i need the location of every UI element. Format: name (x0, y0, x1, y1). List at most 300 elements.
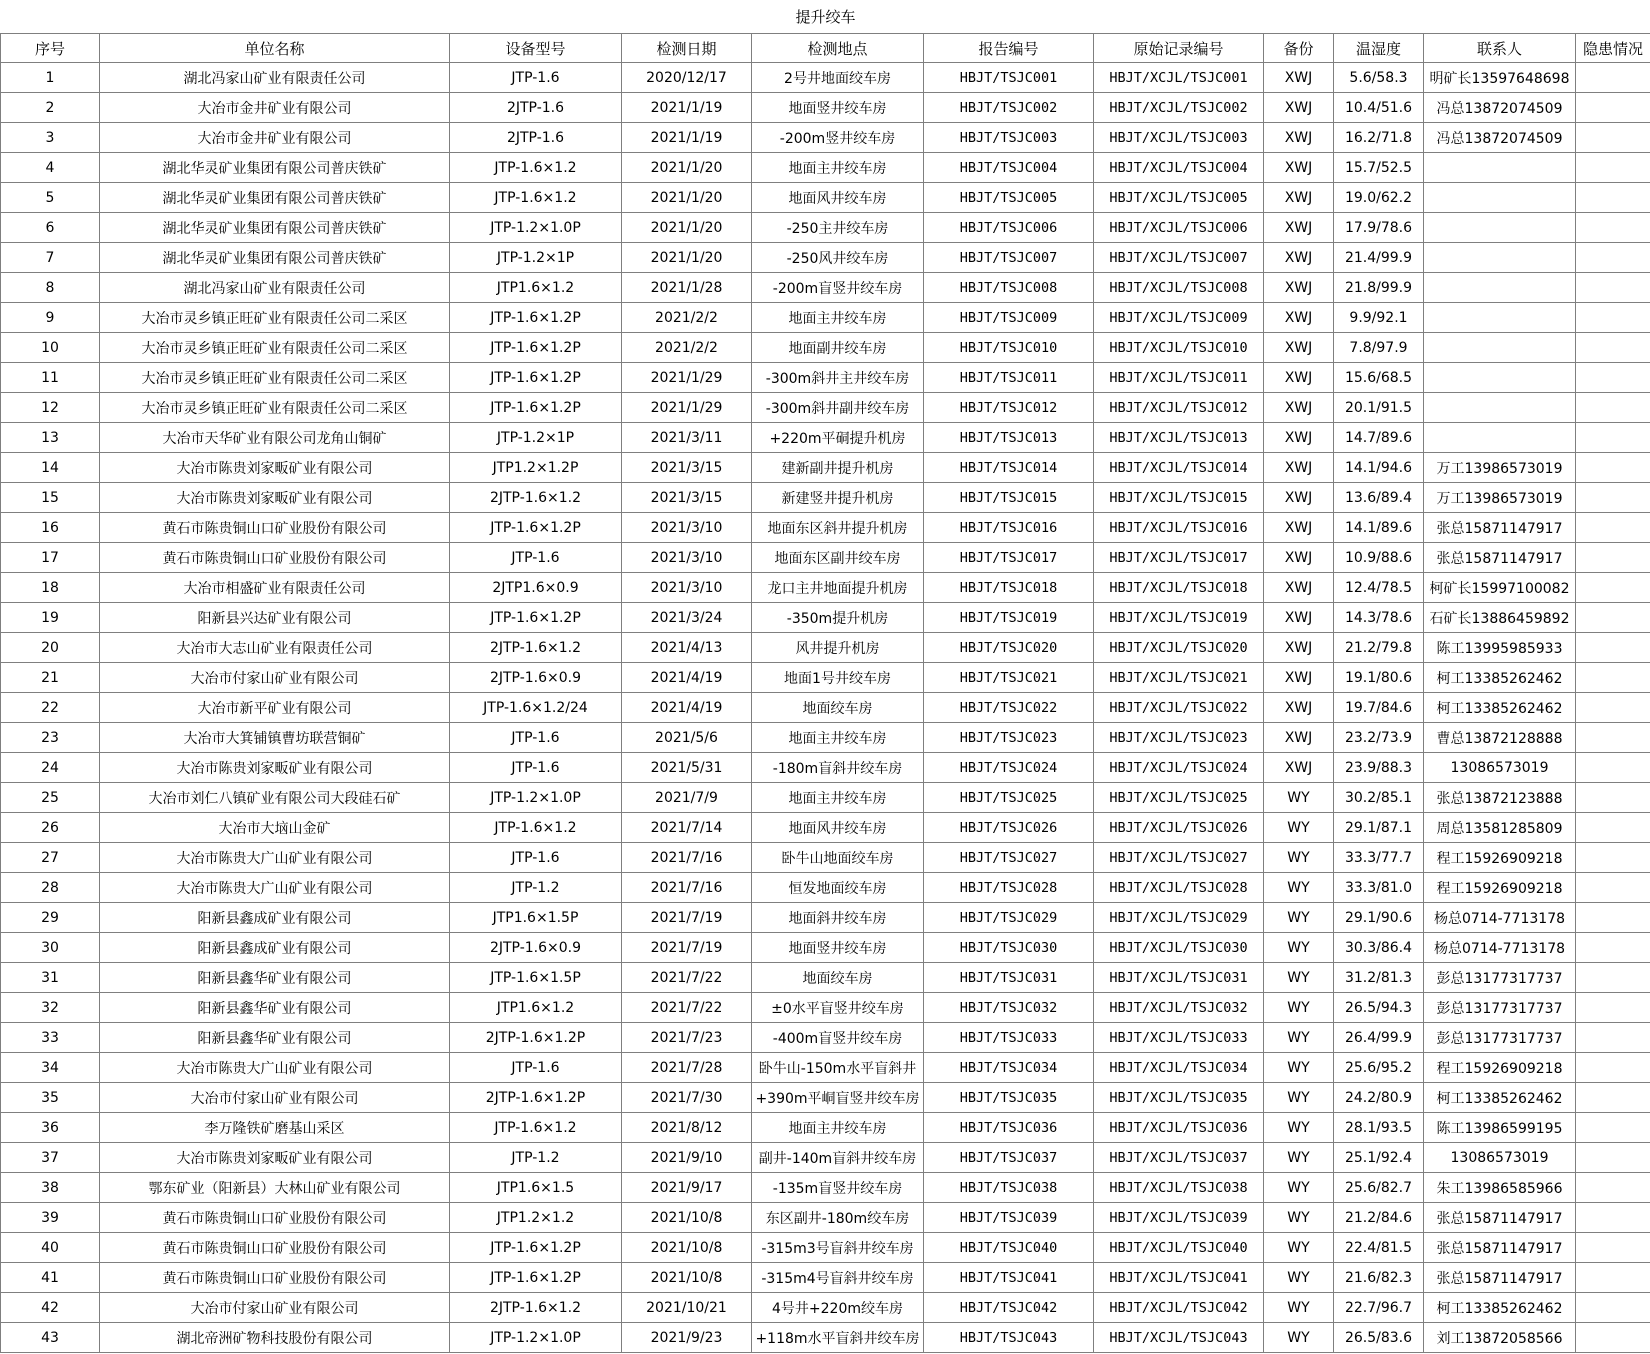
cell-contact: 柯矿长15997100082 (1424, 573, 1576, 603)
cell-equipment-model: JTP-1.6×1.5P (450, 963, 622, 993)
cell-report-number: HBJT/TSJC020 (924, 633, 1094, 663)
cell-contact: 朱工13986585966 (1424, 1173, 1576, 1203)
cell-unit-name: 大冶市大志山矿业有限责任公司 (100, 633, 450, 663)
cell-contact: 彭总13177317737 (1424, 993, 1576, 1023)
cell-inspection-date: 2021/7/22 (622, 993, 752, 1023)
table-row (1, 63, 1650, 93)
cell-seq: 3 (1, 123, 100, 153)
cell-inspection-date: 2021/1/20 (622, 183, 752, 213)
cell-inspection-location: 地面主井绞车房 (752, 723, 924, 753)
cell-backup: XWJ (1264, 303, 1334, 333)
cell-inspection-date: 2021/1/29 (622, 393, 752, 423)
cell-unit-name: 大冶市付家山矿业有限公司 (100, 663, 450, 693)
cell-seq: 6 (1, 213, 100, 243)
cell-report-number: HBJT/TSJC012 (924, 393, 1094, 423)
cell-inspection-date: 2021/7/22 (622, 963, 752, 993)
cell-backup: XWJ (1264, 453, 1334, 483)
column-header-equipment-model: 设备型号 (450, 34, 622, 63)
cell-unit-name: 大冶市陈贵大广山矿业有限公司 (100, 873, 450, 903)
cell-backup: WY (1264, 873, 1334, 903)
cell-inspection-date: 2021/1/20 (622, 213, 752, 243)
cell-inspection-location: 地面主井绞车房 (752, 783, 924, 813)
cell-temp-humidity: 10.4/51.6 (1334, 93, 1424, 123)
cell-temp-humidity: 22.4/81.5 (1334, 1233, 1424, 1263)
cell-seq: 15 (1, 483, 100, 513)
cell-equipment-model: 2JTP-1.6 (450, 123, 622, 153)
cell-contact: 程工15926909218 (1424, 1053, 1576, 1083)
cell-contact: 陈工13986599195 (1424, 1113, 1576, 1143)
cell-temp-humidity: 15.6/68.5 (1334, 363, 1424, 393)
cell-hazard (1576, 213, 1650, 243)
cell-seq: 32 (1, 993, 100, 1023)
cell-inspection-date: 2021/1/19 (622, 123, 752, 153)
table-row (1, 963, 1650, 993)
cell-inspection-location: 2号井地面绞车房 (752, 63, 924, 93)
cell-contact: 万工13986573019 (1424, 483, 1576, 513)
cell-backup: XWJ (1264, 213, 1334, 243)
cell-seq: 42 (1, 1293, 100, 1323)
cell-seq: 34 (1, 1053, 100, 1083)
cell-report-number: HBJT/TSJC033 (924, 1023, 1094, 1053)
cell-equipment-model: JTP1.2×1.2 (450, 1203, 622, 1233)
cell-backup: XWJ (1264, 183, 1334, 213)
cell-equipment-model: JTP-1.2×1P (450, 243, 622, 273)
cell-contact: 陈工13995985933 (1424, 633, 1576, 663)
header-row (1, 34, 1650, 63)
cell-hazard (1576, 333, 1650, 363)
cell-contact (1424, 153, 1576, 183)
cell-backup: XWJ (1264, 333, 1334, 363)
cell-contact: 13086573019 (1424, 1143, 1576, 1173)
cell-backup: WY (1264, 933, 1334, 963)
table-row (1, 273, 1650, 303)
cell-inspection-location: 东区副井-180m绞车房 (752, 1203, 924, 1233)
cell-inspection-location: 地面斜井绞车房 (752, 903, 924, 933)
cell-temp-humidity: 28.1/93.5 (1334, 1113, 1424, 1143)
cell-unit-name: 湖北冯家山矿业有限责任公司 (100, 273, 450, 303)
cell-inspection-date: 2021/1/20 (622, 153, 752, 183)
cell-contact: 杨总0714-7713178 (1424, 933, 1576, 963)
cell-temp-humidity: 33.3/77.7 (1334, 843, 1424, 873)
cell-equipment-model: 2JTP-1.6×1.2P (450, 1083, 622, 1113)
cell-contact (1424, 243, 1576, 273)
cell-hazard (1576, 363, 1650, 393)
cell-backup: WY (1264, 1113, 1334, 1143)
cell-hazard (1576, 843, 1650, 873)
cell-temp-humidity: 7.8/97.9 (1334, 333, 1424, 363)
cell-hazard (1576, 963, 1650, 993)
cell-backup: XWJ (1264, 513, 1334, 543)
cell-unit-name: 湖北华灵矿业集团有限公司普庆铁矿 (100, 153, 450, 183)
cell-inspection-location: 地面主井绞车房 (752, 303, 924, 333)
cell-original-record-number: HBJT/XCJL/TSJC029 (1094, 903, 1264, 933)
cell-original-record-number: HBJT/XCJL/TSJC016 (1094, 513, 1264, 543)
cell-original-record-number: HBJT/XCJL/TSJC043 (1094, 1323, 1264, 1353)
cell-hazard (1576, 123, 1650, 153)
cell-unit-name: 大冶市陈贵大广山矿业有限公司 (100, 1053, 450, 1083)
cell-inspection-location: ±0水平盲竖井绞车房 (752, 993, 924, 1023)
cell-inspection-location: -200m盲竖井绞车房 (752, 273, 924, 303)
cell-unit-name: 阳新县鑫华矿业有限公司 (100, 1023, 450, 1053)
table-row (1, 483, 1650, 513)
cell-equipment-model: 2JTP-1.6×1.2 (450, 1293, 622, 1323)
table-row (1, 93, 1650, 123)
cell-contact: 柯工13385262462 (1424, 1083, 1576, 1113)
cell-original-record-number: HBJT/XCJL/TSJC025 (1094, 783, 1264, 813)
cell-report-number: HBJT/TSJC019 (924, 603, 1094, 633)
cell-unit-name: 湖北华灵矿业集团有限公司普庆铁矿 (100, 213, 450, 243)
cell-contact: 程工15926909218 (1424, 873, 1576, 903)
cell-temp-humidity: 14.3/78.6 (1334, 603, 1424, 633)
cell-temp-humidity: 21.8/99.9 (1334, 273, 1424, 303)
cell-original-record-number: HBJT/XCJL/TSJC004 (1094, 153, 1264, 183)
cell-inspection-date: 2021/4/19 (622, 663, 752, 693)
cell-hazard (1576, 93, 1650, 123)
cell-backup: WY (1264, 1023, 1334, 1053)
cell-seq: 14 (1, 453, 100, 483)
cell-seq: 27 (1, 843, 100, 873)
cell-report-number: HBJT/TSJC028 (924, 873, 1094, 903)
cell-equipment-model: JTP-1.2×1.0P (450, 783, 622, 813)
cell-equipment-model: JTP-1.6×1.2 (450, 153, 622, 183)
cell-seq: 36 (1, 1113, 100, 1143)
cell-equipment-model: JTP-1.6 (450, 63, 622, 93)
cell-temp-humidity: 5.6/58.3 (1334, 63, 1424, 93)
cell-inspection-location: +220m平硐提升机房 (752, 423, 924, 453)
cell-unit-name: 大冶市金井矿业有限公司 (100, 123, 450, 153)
cell-inspection-location: 地面副井绞车房 (752, 333, 924, 363)
cell-report-number: HBJT/TSJC042 (924, 1293, 1094, 1323)
cell-seq: 4 (1, 153, 100, 183)
cell-contact: 彭总13177317737 (1424, 1023, 1576, 1053)
cell-temp-humidity: 14.1/94.6 (1334, 453, 1424, 483)
cell-hazard (1576, 453, 1650, 483)
cell-report-number: HBJT/TSJC039 (924, 1203, 1094, 1233)
cell-inspection-date: 2021/8/12 (622, 1113, 752, 1143)
cell-report-number: HBJT/TSJC008 (924, 273, 1094, 303)
column-header-inspection-location: 检测地点 (752, 34, 924, 63)
cell-report-number: HBJT/TSJC004 (924, 153, 1094, 183)
cell-report-number: HBJT/TSJC022 (924, 693, 1094, 723)
cell-inspection-date: 2021/3/15 (622, 453, 752, 483)
cell-unit-name: 湖北华灵矿业集团有限公司普庆铁矿 (100, 183, 450, 213)
cell-original-record-number: HBJT/XCJL/TSJC041 (1094, 1263, 1264, 1293)
cell-temp-humidity: 14.1/89.6 (1334, 513, 1424, 543)
cell-contact (1424, 183, 1576, 213)
cell-inspection-location: 建新副井提升机房 (752, 453, 924, 483)
cell-unit-name: 黄石市陈贵铜山口矿业股份有限公司 (100, 1203, 450, 1233)
cell-original-record-number: HBJT/XCJL/TSJC003 (1094, 123, 1264, 153)
cell-hazard (1576, 393, 1650, 423)
table-row (1, 573, 1650, 603)
cell-original-record-number: HBJT/XCJL/TSJC020 (1094, 633, 1264, 663)
column-header-unit-name: 单位名称 (100, 34, 450, 63)
cell-original-record-number: HBJT/XCJL/TSJC035 (1094, 1083, 1264, 1113)
cell-temp-humidity: 23.2/73.9 (1334, 723, 1424, 753)
cell-temp-humidity: 26.4/99.9 (1334, 1023, 1424, 1053)
cell-seq: 30 (1, 933, 100, 963)
cell-seq: 12 (1, 393, 100, 423)
cell-backup: XWJ (1264, 753, 1334, 783)
cell-backup: WY (1264, 1083, 1334, 1113)
cell-temp-humidity: 15.7/52.5 (1334, 153, 1424, 183)
cell-seq: 10 (1, 333, 100, 363)
cell-temp-humidity: 30.3/86.4 (1334, 933, 1424, 963)
cell-unit-name: 黄石市陈贵铜山口矿业股份有限公司 (100, 543, 450, 573)
cell-equipment-model: JTP1.6×1.5 (450, 1173, 622, 1203)
cell-temp-humidity: 30.2/85.1 (1334, 783, 1424, 813)
table-row (1, 543, 1650, 573)
table-row (1, 813, 1650, 843)
cell-original-record-number: HBJT/XCJL/TSJC005 (1094, 183, 1264, 213)
cell-temp-humidity: 25.1/92.4 (1334, 1143, 1424, 1173)
cell-inspection-date: 2021/5/6 (622, 723, 752, 753)
cell-contact: 冯总13872074509 (1424, 93, 1576, 123)
cell-backup: WY (1264, 1173, 1334, 1203)
cell-inspection-location: 风井提升机房 (752, 633, 924, 663)
cell-hazard (1576, 993, 1650, 1023)
table-row (1, 303, 1650, 333)
cell-hazard (1576, 903, 1650, 933)
cell-report-number: HBJT/TSJC029 (924, 903, 1094, 933)
cell-hazard (1576, 513, 1650, 543)
cell-seq: 25 (1, 783, 100, 813)
cell-inspection-date: 2021/3/15 (622, 483, 752, 513)
table-row (1, 393, 1650, 423)
cell-hazard (1576, 873, 1650, 903)
cell-temp-humidity: 21.6/82.3 (1334, 1263, 1424, 1293)
cell-equipment-model: JTP-1.6×1.2P (450, 513, 622, 543)
cell-hazard (1576, 183, 1650, 213)
cell-hazard (1576, 1203, 1650, 1233)
cell-unit-name: 大冶市付家山矿业有限公司 (100, 1083, 450, 1113)
cell-hazard (1576, 1173, 1650, 1203)
cell-inspection-date: 2021/3/10 (622, 543, 752, 573)
table-row (1, 1233, 1650, 1263)
cell-original-record-number: HBJT/XCJL/TSJC022 (1094, 693, 1264, 723)
table-row (1, 933, 1650, 963)
cell-backup: XWJ (1264, 123, 1334, 153)
cell-report-number: HBJT/TSJC037 (924, 1143, 1094, 1173)
cell-inspection-location: -180m盲斜井绞车房 (752, 753, 924, 783)
cell-equipment-model: JTP1.6×1.2 (450, 273, 622, 303)
cell-equipment-model: JTP-1.6×1.2P (450, 363, 622, 393)
cell-inspection-location: 卧牛山地面绞车房 (752, 843, 924, 873)
cell-backup: XWJ (1264, 243, 1334, 273)
cell-unit-name: 大冶市大垴山金矿 (100, 813, 450, 843)
cell-inspection-location: 地面主井绞车房 (752, 153, 924, 183)
cell-unit-name: 鄂东矿业（阳新县）大林山矿业有限公司 (100, 1173, 450, 1203)
cell-seq: 8 (1, 273, 100, 303)
cell-report-number: HBJT/TSJC016 (924, 513, 1094, 543)
cell-inspection-location: 副井-140m盲斜井绞车房 (752, 1143, 924, 1173)
cell-backup: WY (1264, 993, 1334, 1023)
column-header-seq: 序号 (1, 34, 100, 63)
cell-original-record-number: HBJT/XCJL/TSJC014 (1094, 453, 1264, 483)
cell-contact: 彭总13177317737 (1424, 963, 1576, 993)
cell-contact (1424, 423, 1576, 453)
sheet-title: 提升绞车 (1, 0, 1650, 34)
cell-backup: XWJ (1264, 573, 1334, 603)
cell-unit-name: 大冶市大箕铺镇曹坊联营铜矿 (100, 723, 450, 753)
cell-report-number: HBJT/TSJC027 (924, 843, 1094, 873)
cell-report-number: HBJT/TSJC009 (924, 303, 1094, 333)
cell-report-number: HBJT/TSJC007 (924, 243, 1094, 273)
cell-hazard (1576, 243, 1650, 273)
cell-contact (1424, 273, 1576, 303)
cell-seq: 37 (1, 1143, 100, 1173)
cell-report-number: HBJT/TSJC003 (924, 123, 1094, 153)
table-row (1, 723, 1650, 753)
cell-original-record-number: HBJT/XCJL/TSJC039 (1094, 1203, 1264, 1233)
cell-hazard (1576, 1113, 1650, 1143)
cell-backup: WY (1264, 783, 1334, 813)
table-row (1, 1323, 1650, 1353)
cell-report-number: HBJT/TSJC024 (924, 753, 1094, 783)
cell-inspection-date: 2021/7/16 (622, 843, 752, 873)
cell-report-number: HBJT/TSJC006 (924, 213, 1094, 243)
cell-inspection-date: 2021/7/30 (622, 1083, 752, 1113)
table-row (1, 183, 1650, 213)
cell-seq: 9 (1, 303, 100, 333)
cell-backup: XWJ (1264, 723, 1334, 753)
cell-unit-name: 大冶市新平矿业有限公司 (100, 693, 450, 723)
cell-report-number: HBJT/TSJC034 (924, 1053, 1094, 1083)
cell-hazard (1576, 273, 1650, 303)
cell-report-number: HBJT/TSJC018 (924, 573, 1094, 603)
cell-inspection-location: -400m盲竖井绞车房 (752, 1023, 924, 1053)
cell-equipment-model: JTP-1.2×1P (450, 423, 622, 453)
table-row (1, 333, 1650, 363)
table-row (1, 1173, 1650, 1203)
cell-unit-name: 大冶市天华矿业有限公司龙角山铜矿 (100, 423, 450, 453)
cell-equipment-model: 2JTP-1.6×1.2P (450, 1023, 622, 1053)
cell-hazard (1576, 783, 1650, 813)
cell-seq: 21 (1, 663, 100, 693)
cell-temp-humidity: 10.9/88.6 (1334, 543, 1424, 573)
cell-hazard (1576, 1293, 1650, 1323)
cell-report-number: HBJT/TSJC013 (924, 423, 1094, 453)
cell-original-record-number: HBJT/XCJL/TSJC010 (1094, 333, 1264, 363)
cell-contact (1424, 363, 1576, 393)
table-row (1, 993, 1650, 1023)
cell-hazard (1576, 753, 1650, 783)
cell-unit-name: 湖北帝洲矿物科技股份有限公司 (100, 1323, 450, 1353)
cell-inspection-location: 地面主井绞车房 (752, 1113, 924, 1143)
cell-seq: 11 (1, 363, 100, 393)
cell-hazard (1576, 1053, 1650, 1083)
cell-report-number: HBJT/TSJC032 (924, 993, 1094, 1023)
cell-report-number: HBJT/TSJC041 (924, 1263, 1094, 1293)
cell-contact: 万工13986573019 (1424, 453, 1576, 483)
cell-equipment-model: JTP-1.6 (450, 1053, 622, 1083)
cell-original-record-number: HBJT/XCJL/TSJC007 (1094, 243, 1264, 273)
cell-unit-name: 湖北华灵矿业集团有限公司普庆铁矿 (100, 243, 450, 273)
cell-temp-humidity: 21.4/99.9 (1334, 243, 1424, 273)
cell-inspection-location: 恒发地面绞车房 (752, 873, 924, 903)
cell-backup: XWJ (1264, 423, 1334, 453)
cell-unit-name: 大冶市金井矿业有限公司 (100, 93, 450, 123)
cell-inspection-date: 2021/3/11 (622, 423, 752, 453)
cell-equipment-model: 2JTP-1.6×1.2 (450, 483, 622, 513)
cell-report-number: HBJT/TSJC025 (924, 783, 1094, 813)
cell-hazard (1576, 693, 1650, 723)
cell-equipment-model: JTP-1.6×1.2/24 (450, 693, 622, 723)
table-row (1, 783, 1650, 813)
cell-contact: 曹总13872128888 (1424, 723, 1576, 753)
cell-inspection-date: 2021/10/21 (622, 1293, 752, 1323)
cell-equipment-model: JTP-1.6 (450, 753, 622, 783)
cell-backup: XWJ (1264, 663, 1334, 693)
cell-contact: 程工15926909218 (1424, 843, 1576, 873)
cell-unit-name: 大冶市灵乡镇正旺矿业有限责任公司二采区 (100, 303, 450, 333)
cell-equipment-model: JTP-1.6×1.2P (450, 393, 622, 423)
cell-original-record-number: HBJT/XCJL/TSJC038 (1094, 1173, 1264, 1203)
table-row (1, 453, 1650, 483)
cell-contact (1424, 213, 1576, 243)
cell-temp-humidity: 29.1/87.1 (1334, 813, 1424, 843)
cell-seq: 2 (1, 93, 100, 123)
cell-contact (1424, 393, 1576, 423)
cell-inspection-location: 地面风井绞车房 (752, 813, 924, 843)
cell-original-record-number: HBJT/XCJL/TSJC015 (1094, 483, 1264, 513)
cell-inspection-date: 2021/7/14 (622, 813, 752, 843)
cell-original-record-number: HBJT/XCJL/TSJC032 (1094, 993, 1264, 1023)
cell-contact: 张总13872123888 (1424, 783, 1576, 813)
cell-report-number: HBJT/TSJC036 (924, 1113, 1094, 1143)
cell-inspection-date: 2021/7/16 (622, 873, 752, 903)
cell-hazard (1576, 423, 1650, 453)
table-row (1, 1293, 1650, 1323)
cell-backup: XWJ (1264, 543, 1334, 573)
cell-contact: 张总15871147917 (1424, 513, 1576, 543)
cell-unit-name: 李万隆铁矿磨基山采区 (100, 1113, 450, 1143)
cell-contact: 张总15871147917 (1424, 1263, 1576, 1293)
cell-temp-humidity: 26.5/94.3 (1334, 993, 1424, 1023)
cell-temp-humidity: 19.1/80.6 (1334, 663, 1424, 693)
cell-equipment-model: JTP-1.6 (450, 723, 622, 753)
table-row (1, 1083, 1650, 1113)
cell-report-number: HBJT/TSJC030 (924, 933, 1094, 963)
cell-inspection-date: 2021/7/23 (622, 1023, 752, 1053)
cell-seq: 29 (1, 903, 100, 933)
table-row (1, 1263, 1650, 1293)
cell-seq: 13 (1, 423, 100, 453)
cell-original-record-number: HBJT/XCJL/TSJC002 (1094, 93, 1264, 123)
cell-report-number: HBJT/TSJC014 (924, 453, 1094, 483)
cell-inspection-date: 2021/10/8 (622, 1233, 752, 1263)
cell-backup: WY (1264, 1323, 1334, 1353)
cell-unit-name: 大冶市灵乡镇正旺矿业有限责任公司二采区 (100, 333, 450, 363)
cell-inspection-date: 2021/1/29 (622, 363, 752, 393)
cell-equipment-model: JTP-1.6×1.2 (450, 1113, 622, 1143)
cell-inspection-date: 2021/10/8 (622, 1263, 752, 1293)
cell-inspection-location: 卧牛山-150m水平盲斜井 (752, 1053, 924, 1083)
table-row (1, 123, 1650, 153)
cell-hazard (1576, 723, 1650, 753)
cell-original-record-number: HBJT/XCJL/TSJC001 (1094, 63, 1264, 93)
cell-unit-name: 大冶市灵乡镇正旺矿业有限责任公司二采区 (100, 363, 450, 393)
table-row (1, 1053, 1650, 1083)
cell-hazard (1576, 1263, 1650, 1293)
cell-seq: 26 (1, 813, 100, 843)
cell-seq: 24 (1, 753, 100, 783)
cell-backup: WY (1264, 1233, 1334, 1263)
cell-inspection-location: 地面竖井绞车房 (752, 933, 924, 963)
cell-original-record-number: HBJT/XCJL/TSJC030 (1094, 933, 1264, 963)
table-row (1, 213, 1650, 243)
cell-inspection-location: 地面竖井绞车房 (752, 93, 924, 123)
